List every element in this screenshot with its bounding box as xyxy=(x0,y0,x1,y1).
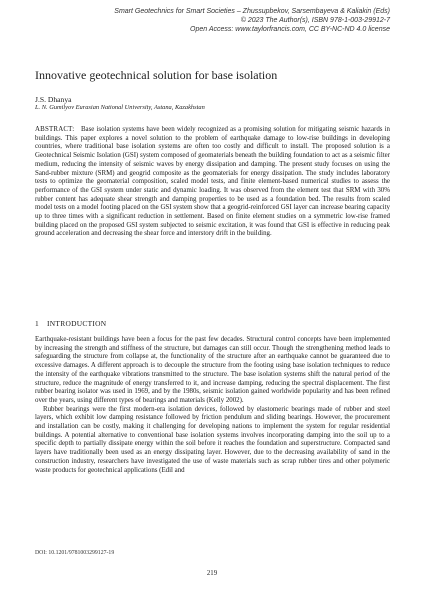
section-title: INTRODUCTION xyxy=(47,319,107,328)
abstract-label: ABSTRACT: xyxy=(35,126,75,133)
header-license: Open Access: www.taylorfrancis.com, CC BY-NC-ND 4.0 license xyxy=(190,25,390,33)
section-number: 1 xyxy=(35,319,39,328)
paragraph: Rubber bearings were the first modern-era isolation devices, followed by elastomeric bearings made of rubber and steel layers, which exhibit low damping resistance followed by friction pendulum and sliding bearings. However, the procurement and installation can be costly, making it challenging for developing nations to implement the system for regular residential buildings. A potential alternative to conventional base isolation systems involves incorporating damping into the soil up to a specific depth to partially dissipate energy within the soil before it reaches the foundation and superstructure. Compacted sand layers have traditionally been used as an energy dissipating layer. However, due to the decreasing availability of sand in the construction industry, researchers have investigated the use of waste materials such as scrap rubber tires and other polymeric waste products for geotechnical applications (Edil and xyxy=(35,405,390,474)
paragraph: Earthquake-resistant buildings have been a focus for the past few decades. Structural control concepts have been implemented by increasing the strength and stiffness of the structure, but damages can still occur. Though the strengthening method leads to safeguarding the structure from collapse at, the functionality of the structure after an earthquake cannot be guaranteed due to excessive damages. A different approach is to decouple the structure from the footing using base isolation techniques to reduce the intensity of the earthquake vibrations transmitted to the structure. The base isolation systems shift the natural period of the structure, reduce the magnitude of energy transferred to it, and increase damping, reducing the spectral displacement. The first rubber bearing isolator was used in 1969, and by the 1980s, seismic isolation gained worldwide popularity and has been refined over the years, using different types of bearings and materials (Kelly 2002). xyxy=(35,336,390,404)
doi-footnote[interactable]: DOI: 10.1201/9781003299127-19 xyxy=(35,550,115,556)
header-copyright: © 2023 The Author(s), ISBN 978-1-003-29912-7 xyxy=(240,16,390,24)
author-affiliation: L. N. Gumilyov Eurasian National University, Astana, Kazakhstan xyxy=(35,104,205,111)
section-heading xyxy=(35,319,106,328)
header-book-title: Smart Geotechnics for Smart Societies – Zhussupbekov, Sarsembayeva & Kaliakin (Eds) xyxy=(114,8,390,15)
author-name: J.S. Dhanya xyxy=(35,95,72,104)
abstract-text: Base isolation systems have been widely recognized as a promising solution for mitigating seismic hazards in buildings. This paper explores a novel solution to the problem of earthquake damage to low-rise buildings in developing countries, where traditional base isolation systems are often too costly and difficult to install. The proposed solution is a Geotechnical Seismic Isolation (GSI) system composed of geomaterials beneath the building foundation to act as a seismic filter medium, reducing the intensity of seismic waves by energy dissipation and damping. The present study focuses on using the Sand-rubber mixture (SRM) and geogrid composite as the geomaterials for energy dissipation. The study includes laboratory tests to optimize the geomaterial composition, scaled model tests, and finite element-based numerical studies to assess the performance of the GSI system under static and dynamic loading. It was observed from the element test that SRM with 30% rubber content has adequate shear strength and damping properties to be used as a foundation bed. The results from scaled model tests on a model footing placed on the GSI system show that a geogrid-reinforced GSI layer can increase bearing capacity up to three times with a significant reduction in settlement. Based on finite element studies on a symmetric low-rise framed building placed on the proposed GSI system subjected to seismic excitation, it was found that GSI is effective in reducing peak ground acceleration and decreasing the shear force and interstory drift in the building. xyxy=(35,126,391,238)
introduction-body xyxy=(35,336,390,475)
abstract xyxy=(35,126,390,239)
paper-title: Innovative geotechnical solution for base isolation xyxy=(35,68,278,82)
page-number: 219 xyxy=(206,570,218,577)
running-header xyxy=(30,8,390,34)
